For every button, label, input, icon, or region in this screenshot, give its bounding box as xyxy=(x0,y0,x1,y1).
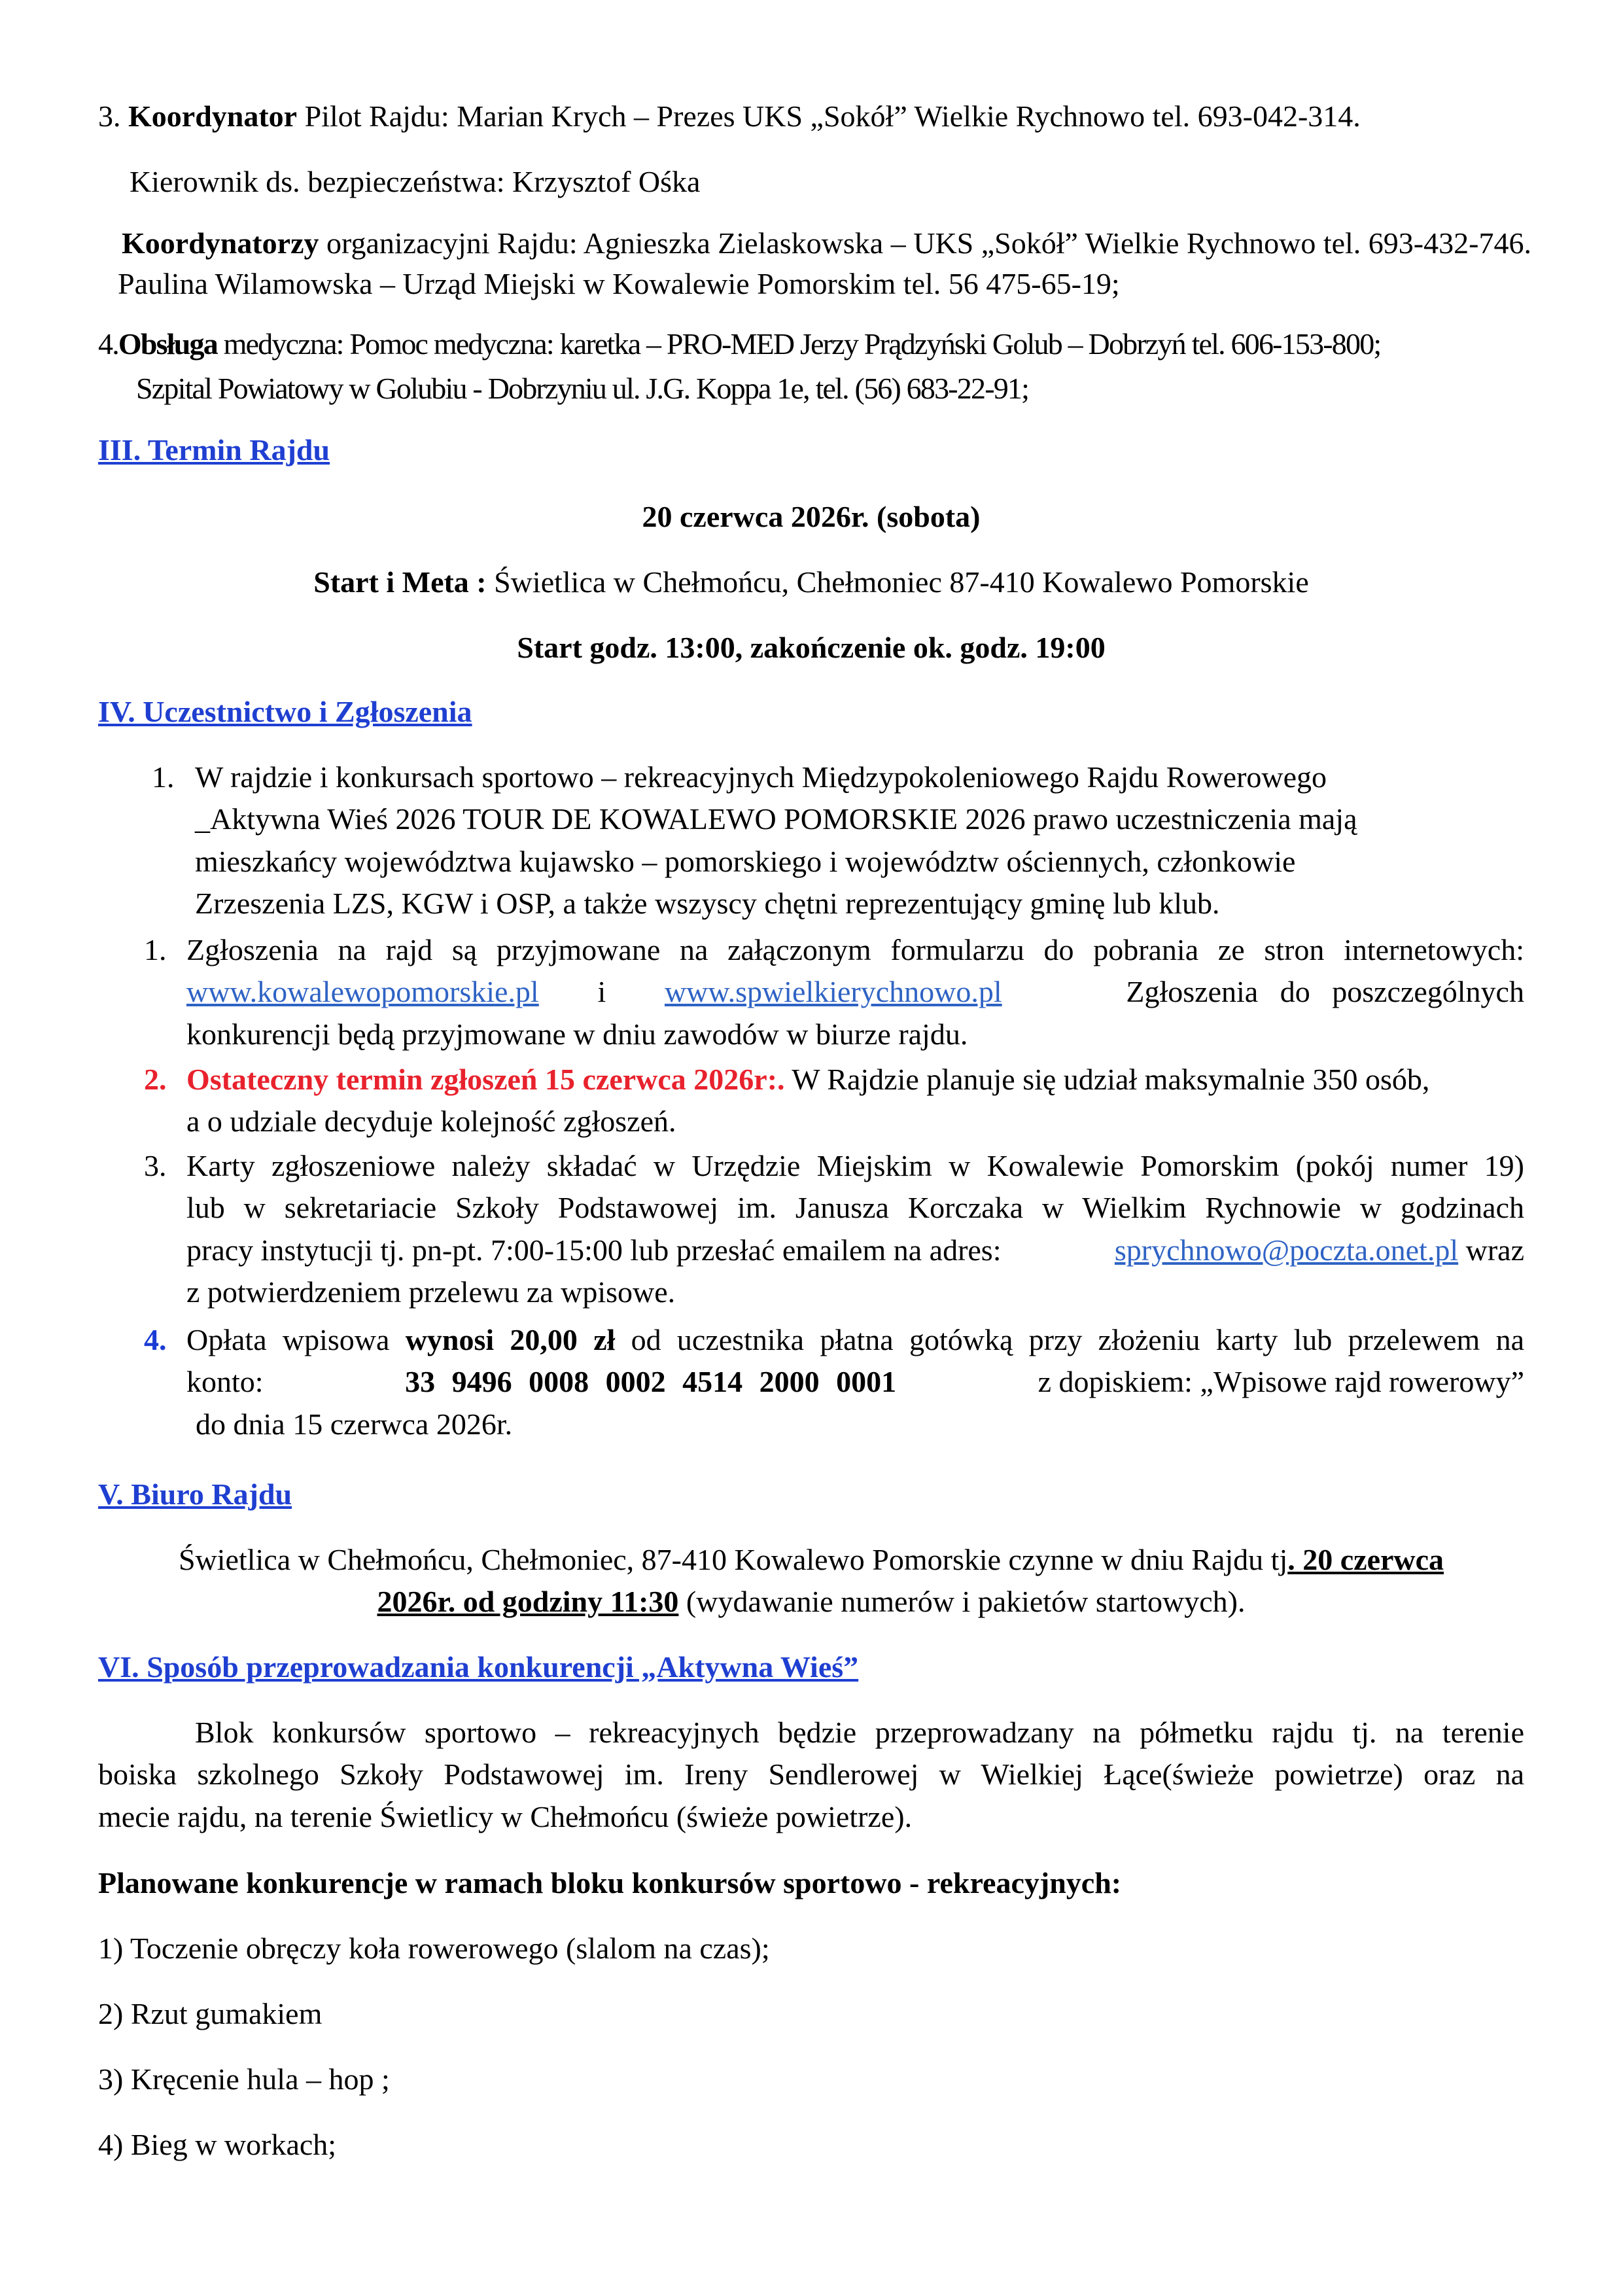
competition-item: 4) Bieg w workach; xyxy=(98,2128,337,2161)
list-item-number: 2. xyxy=(144,1063,167,1096)
list-item-number: 3. xyxy=(144,1149,167,1182)
hospital-line: Szpital Powiatowy w Golubiu - Dobrzyniu ul. J.G. Koppa 1e, tel. (56) 683-22-91; xyxy=(136,372,1029,405)
start-meta-line: Start i Meta : Świetlica w Chełmońcu, Chełmoniec 87-410 Kowalewo Pomorskie xyxy=(313,565,1309,599)
start-time-line: Start godz. 13:00, zakończenie ok. godz. 19:00 xyxy=(517,631,1106,664)
planned-competitions-heading: Planowane konkurencje w ramach bloku konkursów sportowo - rekreacyjnych: xyxy=(98,1866,1122,1899)
list-item-participation: W rajdzie i konkursach sportowo – rekreacyjnych Międzypokoleniowego Rajdu Rowerowego _Aktywna Wieś 2026 TOUR DE KOWALEWO POMORSKIE 2026 prawo uczestniczenia mają mieszkańcy województwa kujawsko – pomorskiego i województw ościennych, członkowie Zrzeszenia LZS, KGW i OSP, a także wszyscy chętni reprezentujący gminę lub klub. xyxy=(195,760,1357,921)
list-item-number: 1. xyxy=(144,933,167,966)
coordinator-line: 3. Koordynator Pilot Rajdu: Marian Krych – Prezes UKS „Sokół” Wielkie Rychnowo tel. 693-042-314. xyxy=(98,99,1361,133)
section-heading-biuro[interactable]: V. Biuro Rajdu xyxy=(98,1477,292,1511)
competition-item: 1) Toczenie obręczy koła rowerowego (slalom na czas); xyxy=(98,1932,770,1965)
links-line: www.kowalewopomorskie.pl i www.spwielkierychnowo.pl Zgłoszenia do poszczególnych xyxy=(186,971,1524,1013)
link-kowalewopomorskie[interactable]: www.kowalewopomorskie.pl xyxy=(186,975,539,1009)
link-spwielkierychnowo[interactable]: www.spwielkierychnowo.pl xyxy=(664,975,1002,1009)
section-heading-uczestnictwo[interactable]: IV. Uczestnictwo i Zgłoszenia xyxy=(98,695,472,728)
org-coordinators-line: Koordynatorzy organizacyjni Rajdu: Agnieszka Zielaskowska – UKS „Sokół” Wielkie Rychnowo tel. 693-432-746. xyxy=(122,226,1531,260)
deadline-text: Ostateczny termin zgłoszeń 15 czerwca 2026r:. xyxy=(186,1063,785,1096)
list-item-registration: Zgłoszenia na rajd są przyjmowane na załączonym formularzu do pobrania ze stron internetowych: www.kowalewopomorskie.pl i www.spwielkierychnowo.pl Zgłoszenia do poszczególnych konkurencji będą przyjmowane w dniu zawodów w biurze rajdu. xyxy=(186,933,1524,1051)
org-coordinators-line-2: Paulina Wilamowska – Urząd Miejski w Kowalewie Pomorskim tel. 56 475-65-19; xyxy=(118,267,1120,300)
section-heading-termin[interactable]: III. Termin Rajdu xyxy=(98,433,330,467)
list-item-number: 4. xyxy=(144,1323,167,1356)
section-heading-sposob[interactable]: VI. Sposób przeprowadzania konkurencji „Aktywna Wieś” xyxy=(98,1650,859,1684)
medical-service-line: 4.Obsługa medyczna: Pomoc medyczna: karetka – PRO-MED Jerzy Prądzyński Golub – Dobrzyń tel. 606-153-800; xyxy=(98,327,1381,361)
list-item-fee: Opłata wpisowa wynosi 20,00 zł od uczestnika płatna gotówką przy złożeniu karty lub przelewem na konto: 33 9496 0008 0002 4514 2000 0001 z dopiskiem: „Wpisowe rajd rowerowy” do dnia 15 czerwca 2026r. xyxy=(186,1323,1525,1441)
list-item-number: 1. xyxy=(152,760,175,794)
competition-item: 2) Rzut gumakiem xyxy=(98,1997,323,2030)
list-item-deadline: Ostateczny termin zgłoszeń 15 czerwca 2026r:. W Rajdzie planuje się udział maksymalnie 350 osób, a o udziale decyduje kolejność zgłoszeń. xyxy=(186,1063,1430,1139)
bank-account-number: 33 9496 0008 0002 4514 2000 0001 xyxy=(405,1365,897,1399)
email-link[interactable]: sprychnowo@poczta.onet.pl xyxy=(1114,1233,1459,1267)
competition-item: 3) Kręcenie hula – hop ; xyxy=(98,2062,390,2096)
list-item-forms: Karty zgłoszeniowe należy składać w Urzędzie Miejskim w Kowalewie Pomorskim (pokój numer 19) lub w sekretariacie Szkoły Podstawowej im. Janusza Korczaka w Wielkim Rychnowie w godzinach pracy instytucji tj. pn-pt. 7:00-15:00 lub przesłać emailem na adres: sprychnowo@poczta.onet.pl wraz z potwierdzeniem przelewu za wpisowe. xyxy=(186,1149,1524,1309)
competition-paragraph: Blok konkursów sportowo – rekreacyjnych będzie przeprowadzany na półmetku rajdu tj. na terenie boiska szkolnego Szkoły Podstawowej im. Ireny Sendlerowej w Wielkiej Łące(świeże powietrze) oraz na mecie rajdu, na terenie Świetlicy w Chełmońcu (świeże powietrze). xyxy=(98,1716,1524,1833)
safety-manager-line: Kierownik ds. bezpieczeństwa: Krzysztof Ośka xyxy=(130,165,701,198)
event-date: 20 czerwca 2026r. (sobota) xyxy=(642,500,981,533)
office-info: Świetlica w Chełmońcu, Chełmoniec, 87-410 Kowalewo Pomorskie czynne w dniu Rajdu tj. 20 czerwca 2026r. od godziny 11:30 (wydawanie numerów i pakietów startowych). xyxy=(178,1543,1444,1619)
